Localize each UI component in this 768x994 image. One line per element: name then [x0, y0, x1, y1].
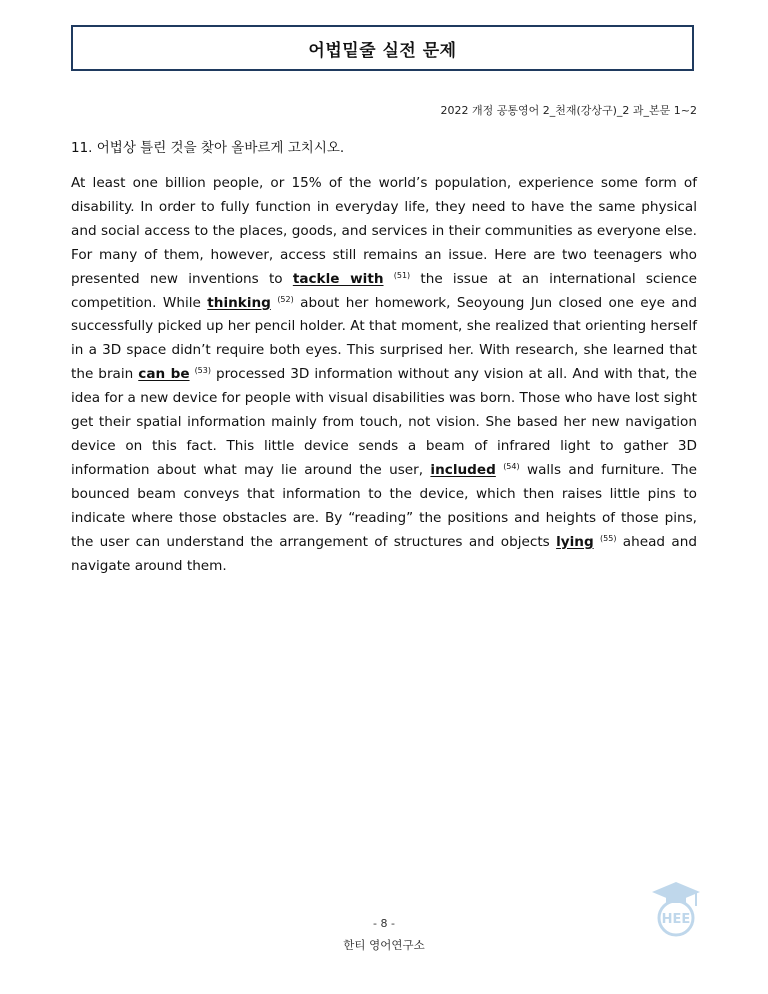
- passage-text: the issue at an international science competition. While: [71, 270, 698, 311]
- passage-text: At least one billion people, or 15% of the world’s population, experience some form of disability. In order to fully function in everyday life, they need to have the same physical and social access to the places, goods, and services in their communities as everyone else. For many of them, however, access still remains an issue. Here are two teenagers who presented new inventions to: [71, 175, 697, 287]
- question-prompt: 11. 어법상 틀린 것을 찾아 올바르게 고치시오.: [71, 140, 345, 156]
- footer-text: 한티 영어연구소: [343, 938, 425, 952]
- underlined-phrase-55: lying: [556, 533, 594, 550]
- underlined-phrase-54: included: [430, 461, 496, 478]
- item-number-53: (53): [194, 366, 211, 376]
- passage: [71, 172, 697, 578]
- source-label: 2022 개정 공통영어 2_천재(강상구)_2 과_본문 1~2: [440, 104, 697, 117]
- item-number-54: (54): [503, 461, 520, 471]
- passage-text: processed 3D information without any vision at all. And with that, the idea for a new device for people with visual disabilities was born. Those who have lost sight get their spatial information mainly from touch, not vision. She based her new navigation device on this fact. This little device sends a beam of infrared light to gather 3D information about what may lie around the user,: [71, 366, 697, 478]
- page-number: - 8 -: [373, 917, 395, 930]
- underlined-phrase-51: tackle with: [292, 270, 384, 287]
- item-number-55: (55): [600, 533, 617, 543]
- underlined-phrase-52: thinking: [207, 294, 271, 311]
- passage-text: about her homework, Seoyoung Jun closed one eye and successfully picked up her pencil holder. At that moment, she realized that orienting herself in a 3D space didn’t require both eyes. This surprised her. With research, she learned that the brain: [71, 294, 697, 383]
- logo-text: HEE: [661, 912, 691, 927]
- underlined-phrase-53: can be: [138, 366, 190, 383]
- page-title: 어법밑줄 실전 문제: [308, 40, 457, 61]
- passage-text: ahead and navigate around them.: [71, 533, 697, 574]
- item-number-51: (51): [393, 270, 411, 280]
- item-number-52: (52): [277, 294, 294, 304]
- title-box: [71, 25, 694, 71]
- passage-text: walls and furniture. The bounced beam conveys that information to the device, which then raises little pins to indicate where those obstacles are. By “reading” the positions and heights of those pins, the user can understand the arrangement of structures and objects: [71, 461, 697, 550]
- graduation-cap-logo-icon: [648, 878, 704, 938]
